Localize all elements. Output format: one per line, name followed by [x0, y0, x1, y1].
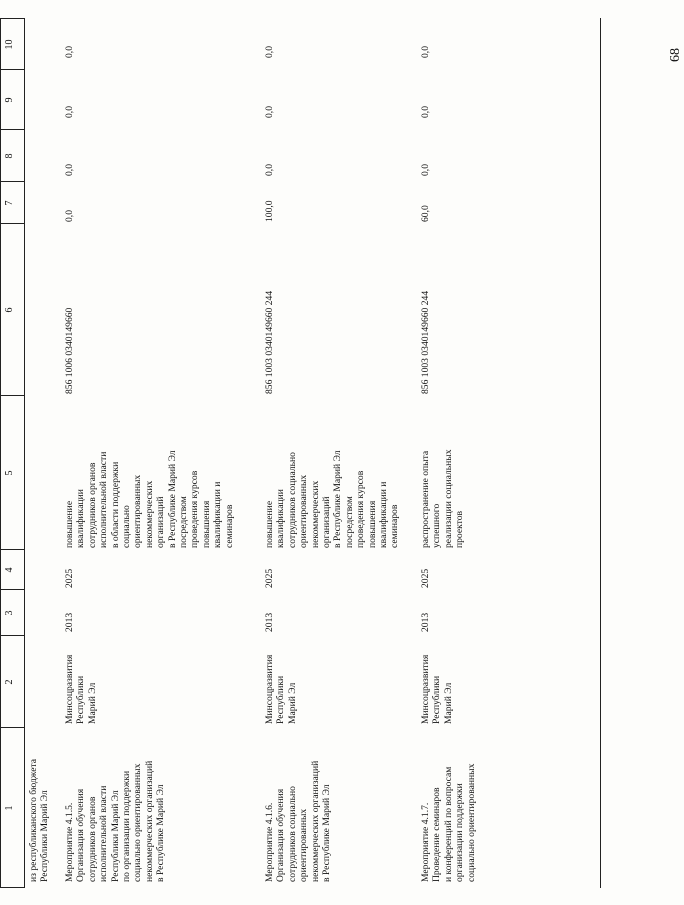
row-1-col8: 0,0	[64, 164, 75, 176]
row-3-budget-code: 856 1003 0340149660 244	[420, 290, 431, 394]
row-3-col8: 0,0	[420, 164, 431, 176]
header-col-1: 1	[4, 805, 15, 811]
row-3-activity: Мероприятие 4.1.7. Проведение семинаров и конференций по вопросам организации поддержки социально ориентированных	[420, 763, 477, 882]
row-2-col7: 100,0	[264, 200, 275, 222]
row-3-col10: 0,0	[420, 46, 431, 58]
row-2-col10: 0,0	[264, 46, 275, 58]
row-1-executor: Минсоцразвития Республики Марий Эл	[64, 654, 98, 724]
row-2-col9: 0,0	[264, 106, 275, 118]
table-top-border	[0, 18, 1, 888]
header-col-8: 8	[4, 153, 15, 159]
row-1-end-year: 2025	[64, 568, 75, 588]
row-3-start-year: 2013	[420, 612, 431, 632]
header-col-6: 6	[4, 307, 15, 313]
row-2-executor: Минсоцразвития Республики Марий Эл	[264, 654, 298, 724]
row-2-end-year: 2025	[264, 568, 275, 588]
row-1-activity: Мероприятие 4.1.5. Организация обучения сотрудников органов исполнительной власти Республики Марий Эл по организации поддержки социально ориентированных некоммерческих организаций в Республике Марий Эл	[64, 760, 167, 882]
row-2-col8: 0,0	[264, 164, 275, 176]
row-3-executor: Минсоцразвития Республики Марий Эл	[420, 654, 454, 724]
header-col-3: 3	[4, 610, 15, 616]
row-1-result: повышение квалификации сотрудников органов исполнительной власти в области поддержки социально ориентированных некоммерческих организаций в Республике Марий Эл посредством проведения курсов повышения квалификации и семинаров	[64, 450, 235, 548]
row-1-start-year: 2013	[64, 612, 75, 632]
row-1-budget-code: 856 1006 0340149660	[64, 307, 75, 394]
row-1-col7: 0,0	[64, 210, 75, 222]
row-3-end-year: 2025	[420, 568, 431, 588]
header-bottom-border	[24, 18, 25, 888]
table-bottom-border	[600, 18, 601, 888]
row-3-col9: 0,0	[420, 106, 431, 118]
header-col-9: 9	[4, 97, 15, 103]
header-col-5: 5	[4, 470, 15, 476]
header-col-4: 4	[4, 567, 15, 573]
page-number: 68	[668, 48, 683, 62]
row-2-budget-code: 856 1003 0340149660 244	[264, 290, 275, 394]
header-col-10: 10	[4, 39, 15, 50]
row-1-col9: 0,0	[64, 106, 75, 118]
rotated-table	[0, 18, 610, 888]
header-col-2: 2	[4, 679, 15, 685]
row-3-col7: 60,0	[420, 205, 431, 222]
header-col-7: 7	[4, 200, 15, 206]
row-2-start-year: 2013	[264, 612, 275, 632]
row-3-result: распространение опыта успешного реализации социальных проектов	[420, 449, 466, 548]
row-1-col10: 0,0	[64, 46, 75, 58]
row-2-activity: Мероприятие 4.1.6. Организация обучения сотрудников социально ориентированных некоммерческих организаций в Республике Марий Эл	[264, 760, 333, 882]
row-2-result: повышение квалификации сотрудников социально ориентированных некоммерческих организаций в Республике Марий Эл посредством проведения курсов повышения квалификации и семинаров	[264, 450, 401, 548]
continuation-text: из республиканского бюджета Республики Марий Эл	[28, 758, 51, 882]
